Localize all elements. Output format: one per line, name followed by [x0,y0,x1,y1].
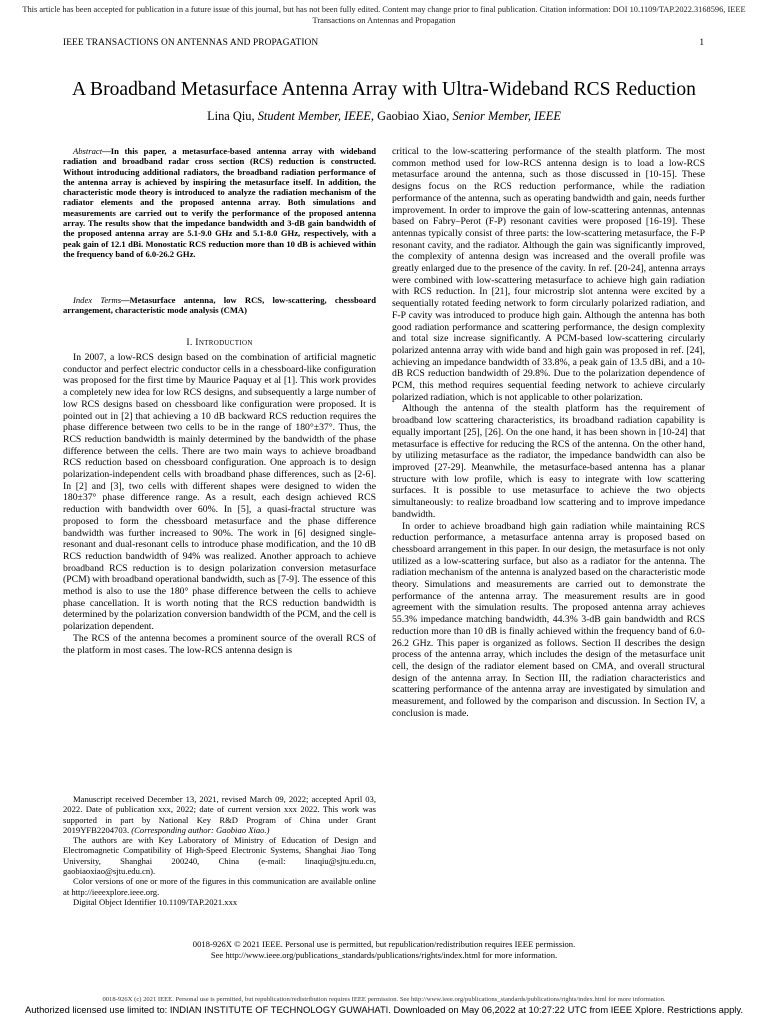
author-line [0,108,768,124]
index-terms-text: —Metasurface antenna, low RCS, low-scattering, chessboard arrangement, characteristic mode analysis (CMA) [63,295,376,316]
footnote-manuscript [63,794,376,835]
paragraph: Although the antenna of the stealth platform has the requirement of broadband low scattering characteristics, its broadband radiation capability is equally important [25], [26]. On the one hand, it has been shown in [10-24] that metasurface is effective for reducing the RCS of the antenna. On the other hand, by utilizing metasurface as the radiator, the impedance bandwidth can also be improved [27-29]. Meanwhile, the metasurface-based antenna has a planar structure with low profile, which is easy to integrate with low scattering surfaces. It is possible to use metasurface to achieve the two objects simultaneously: to realize broadband low scattering and to improve impedance bandwidth. [392,403,705,520]
copyright-notice [0,939,768,961]
paragraph: critical to the low-scattering performance of the stealth platform. The most common method used for low-RCS antenna design is to load a low-RCS metasurface around the antenna, such as those discussed in [10-15]. These designs focus on the RCS reduction performance, while the radiation performance of the antenna, such as operating bandwidth and gain, needs further improvement. In order to improve the gain of low-scattering antennas, antennas based on Fabry–Perot (F-P) resonant cavities were proposed [16-19]. These antennas typically consist of three parts: the low-scattering metasurface, the F-P resonant cavity, and the radiator. Although the gain was significantly improved, the complexity of antenna design was increased and the overall profile was greatly enlarged due to the presence of the cavity. In ref. [20-24], antenna arrays were combined with low-scattering metasurface to achieve high gain radiation with RCS reduction. In [21], four microstrip slot antenna were excited by a sequentially rotated feeding network to form circularly polarized radiation, and F-P cavity was introduced to produce high gain. Although the antenna has both good radiation performance and scattering performance, the design complexity and total size increase significantly. A PCM-based low-scattering circularly polarized antenna array with wide band and high gain was proposed in ref. [24], achieving an impedance bandwidth of 33.8%, a peak gain of 13.5 dBi, and a 10-dB RCS reduction bandwidth of 29.8%. Due to the polarization dependence of PCM, this method requires sequential feeding network to achieve circularly polarized radiation, which is not applicable to other polarization. [392,146,705,403]
header-note-line1: This article has been accepted for publication in a future issue of this journal, but has not been fully edited. Content may change prior to final publication. Citation information: DOI 10.1109/TAP.2022.3168596, IEEE [22,5,746,14]
abstract [63,146,376,259]
right-column-body [392,146,705,719]
author-1-role: Student Member, IEEE, [257,109,375,123]
copyright-line2: See http://www.ieee.org/publications_standards/publications/rights/index.html for more information. [210,950,558,960]
footnote-color: Color versions of one or more of the figures in this communication are available online at http://ieeexplore.ieee.org. [63,876,376,897]
footnote [63,794,376,907]
header-note [0,4,768,26]
running-head: IEEE TRANSACTIONS ON ANTENNAS AND PROPAGATION [63,38,319,48]
footnote-affiliation: The authors are with Key Laboratory of Ministry of Education of Design and Electromagnetic Compatibility of High-Speed Electronic Systems, Shanghai Jiao Tong University, Shanghai 200240, China (e-mail: linaqiu@sjtu.edu.cn, gaobiaoxiao@sjtu.edu.cn). [63,835,376,877]
section-title: Introduction [195,337,253,348]
footnote-doi: Digital Object Identifier 10.1109/TAP.2021.xxx [73,896,238,907]
copyright-line1: 0018-926X © 2021 IEEE. Personal use is permitted, but republication/redistribution requires IEEE permission. [192,939,576,949]
header-note-line2: Transactions on Antennas and Propagation [312,16,456,25]
author-1: Lina Qiu, [207,109,255,123]
paragraph: In order to achieve broadband high gain radiation while maintaining RCS reduction performance, a metasurface antenna array is proposed based on chessboard arrangement in this paper. In our design, the metasurface is not only utilized as a low-scattering surface, but also as a radiator for the antenna. The radiation mechanism of the antenna is analyzed based on the characteristic mode theory. Simulations and measurements are carried out to demonstrate the performance of the antenna array. The measurement results are in good agreement with the simulation results. The proposed antenna array achieves 55.3% impedance matching bandwidth, 44.3% 3-dB gain bandwidth and RCS reduction more than 10 dB is finally achieved within the frequency band of 6.0-26.2 GHz. This paper is organized as follows. Section II describes the design process of the antenna array, which includes the design of the metasurface unit cell, the design of the radiator element based on CMA, and overall structural design of the antenna array. In Section III, the radiation characteristics and scattering performance of the antenna array are investigated by simulation and measurement, and followed by the comparison and discussion. In Section IV, a conclusion is made. [392,520,705,719]
left-column-body [63,352,376,656]
paper-title: A Broadband Metasurface Antenna Array with Ultra-Wideband RCS Reduction [72,79,696,100]
author-2: Gaobiao Xiao, [377,109,450,123]
index-terms-label: Index Terms [73,295,122,305]
paragraph: The RCS of the antenna becomes a prominent source of the overall RCS of the platform in most cases. The low-RCS antenna design is [63,632,376,656]
author-2-role: Senior Member, IEEE [452,109,561,123]
section-heading [63,337,376,348]
bottom-note: 0018-926X (c) 2021 IEEE. Personal use is permitted, but republication/redistribution requires IEEE permission. See http://www.ieee.org/publications_standards/publications/rights/index.html for more information. [102,996,666,1003]
paragraph: In 2007, a low-RCS design based on the combination of artificial magnetic conductor and perfect electric conductor cells in a chessboard-like configuration was proposed for the first time by Maurice Paquay et al [1]. This work provides a completely new idea for low RCS designs, and subsequently a large number of low RCS designs based on chessboard like configuration were proposed. It is pointed out in [2] that achieving a 10 dB backward RCS reduction requires the phase difference between two cells to be in the range of 180°±37°. Thus, the RCS reduction bandwidth is mainly determined by the bandwidth of the phase difference between the cells. There are two main ways to achieve broadband RCS reduction based on chessboard configuration. One approach is to design polarization-independent cells with broadband phase differences, such as [2-6]. In [2] and [3], two cells with different shapes were designed to widen the 180±37° phase difference range. As a result, each design achieved RCS reduction with bandwidth over 60%. In [5], a quasi-fractal structure was proposed to form the chessboard metasurface and the phase difference bandwidth was further increased to 90%. The work in [6] designed single-resonant and dual-resonant cells to introduce phase modification, and the 10 dB RCS reduction bandwidth of 94% was realized. Another approach to achieve broadband RCS reduction is to design polarization conversion metasurface (PCM) with broadband operational bandwidth, such as [7-9]. The essence of this method is also to use the 180° phase difference between the cells to achieve phase cancellation. It is worth noting that the RCS reduction bandwidth is determined by the polarization conversion bandwidth of the PCM, and the cell is polarization dependent. [63,352,376,633]
abstract-label: Abstract [73,146,103,156]
page-number: 1 [699,38,704,48]
section-number: I. [186,337,193,348]
corresponding-author: (Corresponding author: Gaobiao Xiao.) [131,824,270,835]
license-line: Authorized licensed use limited to: INDIAN INSTITUTE OF TECHNOLOGY GUWAHATI. Downloaded on May 06,2022 at 10:27:22 UTC from IEEE Xplore. Restrictions apply. [25,1004,743,1015]
abstract-text: —In this paper, a metasurface-based antenna array with wideband radiation and broadband radar cross section (RCS) reduction is constructed. Without introducing additional radiators, the broadband radiation performance of the antenna array is achieved by inspiring the metasurface itself. In addition, the characteristic mode theory is introduced to analyze the radiation mechanism of the radiator elements and the proposed antenna array. Both simulations and measurements are carried out to verify the performance of the proposed antenna array. The results show that the impedance bandwidth and 3-dB gain bandwidth of the proposed antenna array are 5.1-9.0 GHz and 5.1-8.0 GHz, respectively, with a peak gain of 12.1 dBi. Monostatic RCS reduction more than 10 dB is achieved within the frequency band of 6.0-26.2 GHz. [63,146,376,259]
index-terms [63,295,376,316]
footnote-manuscript-text: Manuscript received December 13, 2021, revised March 09, 2022; accepted April 03, 2022. Date of publication xxx, 2022; date of current version xxx 2022. This work was supported in part by National Key R&D Program of China under Grant 2019YFB2204703. [63,794,376,835]
